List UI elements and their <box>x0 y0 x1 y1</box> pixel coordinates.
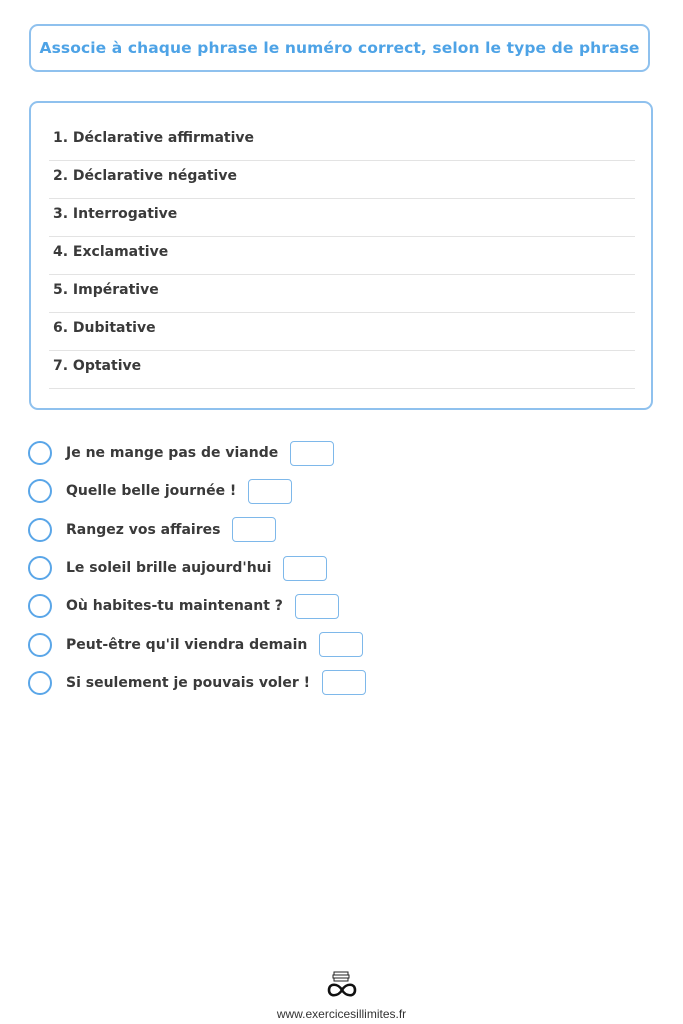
sentence-row <box>28 587 366 625</box>
type-item <box>49 199 635 237</box>
radio-button[interactable] <box>28 594 52 618</box>
instruction-title <box>29 24 650 72</box>
type-label: 4. Exclamative <box>53 243 169 260</box>
answer-input[interactable] <box>319 632 363 657</box>
answer-input[interactable] <box>295 594 339 619</box>
sentence-text: Où habites-tu maintenant ? <box>66 598 283 615</box>
footer-url[interactable]: www.exercicesillimites.fr <box>276 1007 407 1021</box>
type-label: 5. Impérative <box>53 281 159 298</box>
answer-input[interactable] <box>322 670 366 695</box>
sentence-text: Le soleil brille aujourd'hui <box>66 560 272 577</box>
radio-button[interactable] <box>28 633 52 657</box>
type-item <box>49 313 635 351</box>
type-label: 7. Optative <box>53 357 142 374</box>
radio-button[interactable] <box>28 556 52 580</box>
sentence-row <box>28 625 366 663</box>
sentence-row <box>28 472 366 510</box>
type-item <box>49 351 635 389</box>
type-label: 1. Déclarative affirmative <box>53 129 255 146</box>
answer-input[interactable] <box>232 517 276 542</box>
radio-button[interactable] <box>28 479 52 503</box>
sentence-text: Si seulement je pouvais voler ! <box>66 674 311 691</box>
type-item <box>49 161 635 199</box>
type-label: 6. Dubitative <box>53 319 156 336</box>
sentence-text: Rangez vos affaires <box>66 521 221 538</box>
answer-input[interactable] <box>290 441 334 466</box>
radio-button[interactable] <box>28 671 52 695</box>
sentence-row <box>28 511 366 549</box>
radio-button[interactable] <box>28 441 52 465</box>
type-item <box>49 123 635 161</box>
type-label: 3. Interrogative <box>53 205 178 222</box>
sentence-types-list <box>29 101 653 410</box>
sentence-row <box>28 664 366 702</box>
sentence-row <box>28 549 366 587</box>
sentence-text: Peut-être qu'il viendra demain <box>66 636 308 653</box>
type-label: 2. Déclarative négative <box>53 167 237 184</box>
sentence-row <box>28 434 366 472</box>
answer-input[interactable] <box>248 479 292 504</box>
sentence-exercise-list <box>28 434 366 702</box>
answer-input[interactable] <box>283 556 327 581</box>
infinity-book-icon <box>322 970 362 1000</box>
instruction-title-text: Associe à chaque phrase le numéro correct, selon le type de phrase <box>39 39 640 57</box>
type-item <box>49 237 635 275</box>
sentence-text: Quelle belle journée ! <box>66 483 237 500</box>
radio-button[interactable] <box>28 518 52 542</box>
type-item <box>49 275 635 313</box>
sentence-text: Je ne mange pas de viande <box>66 445 279 462</box>
